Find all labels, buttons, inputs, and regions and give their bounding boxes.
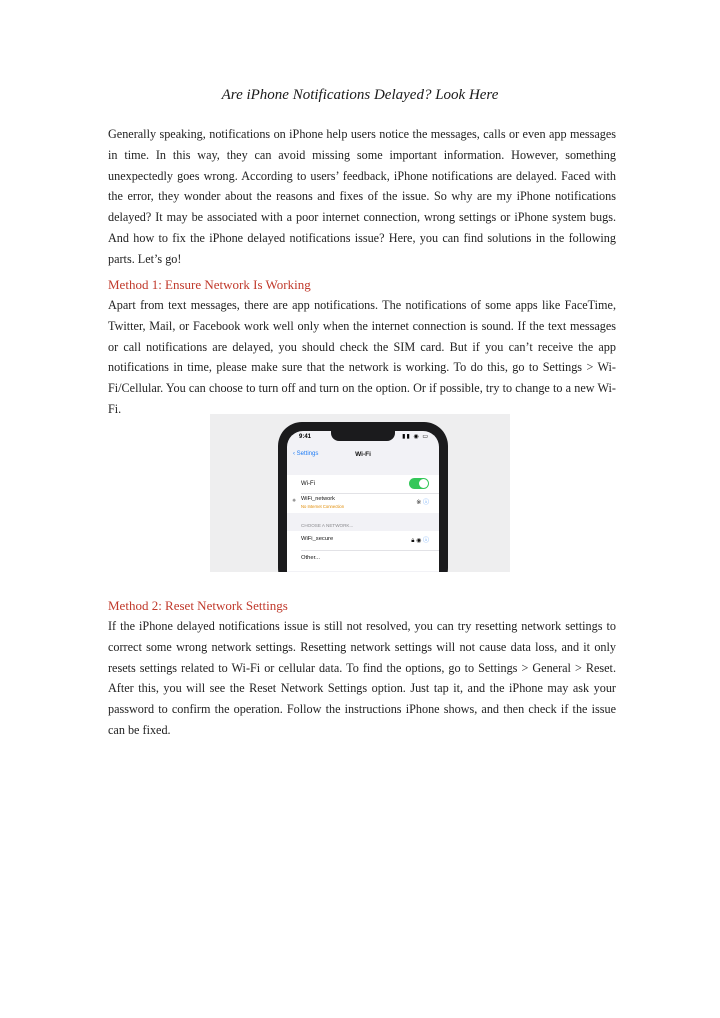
method2-paragraph: If the iPhone delayed notifications issue is still not resolved, you can try resetting network settings to correct some wrong network settings. Resetting network settings will not cause data loss, and it only resets settings related to Wi-Fi or cellular data. To find the options, go to Settings > General > Reset. After this, you will see the Reset Network Settings option. Just tap it, and the iPhone may ask your password to confirm the operation. Follow the instructions iPhone shows, and then check if the issue can be fixed. [108, 619, 616, 737]
page-title: Are iPhone Notifications Delayed? Look Here [221, 87, 499, 103]
back-button: ‹ Settings [293, 451, 319, 457]
divider [301, 550, 439, 551]
network-list [287, 531, 439, 571]
network-name: WiFi_network [301, 496, 335, 502]
lock-wifi-info-icon: 🔒︎ ◉ ⓘ [411, 538, 429, 544]
nav-title: Wi-Fi [355, 451, 371, 458]
network-info-icon: ※ ⓘ [416, 500, 429, 506]
phone-notch [331, 431, 395, 441]
choose-network-label: CHOOSE A NETWORK... [301, 523, 354, 528]
status-time: 9:41 [299, 434, 312, 440]
phone-screen [287, 431, 439, 572]
back-label: Settings [296, 451, 319, 457]
network-status: No Internet Connection [301, 504, 345, 509]
wifi-toggle [409, 478, 429, 489]
method1-paragraph: Apart from text messages, there are app notifications. The notifications of some apps like FaceTime, Twitter, Mail, or Facebook work well only when the internet connection is sound. If the text messages or call notifications are delayed, you should check the SIM card. But if you can’t receive the app notifications in time, please make sure that the network is working. To do this, go to Settings > Wi-Fi/Cellular. You can choose to turn off and turn on the option. Or if possible, try to change to a new Wi-Fi. [108, 298, 616, 416]
intro-paragraph: Generally speaking, notifications on iPhone help users notice the messages, calls or even app messages in time. In this way, they can avoid missing some important information. However, something unexpectedly goes wrong. According to users’ feedback, iPhone notifications are delayed. Faced with the error, they wonder about the reasons and fixes of the issue. So why are my iPhone notifications delayed? It may be associated with a poor internet connection, wrong settings or iPhone system bugs. And how to fix the iPhone delayed notifications issue? Here, you can find solutions in the following parts. Let’s go! [108, 127, 616, 266]
loading-spinner-icon: ✹ [292, 498, 297, 504]
method1-heading: Method 1: Ensure Network Is Working [108, 277, 311, 292]
secure-network-name: WiFi_secure [301, 536, 334, 542]
iphone-frame [278, 422, 448, 572]
wifi-settings-screenshot [210, 414, 510, 572]
status-icons: ▮▮ ◉ ▭ [402, 434, 429, 440]
wifi-group [287, 475, 439, 513]
method2-heading: Method 2: Reset Network Settings [108, 598, 288, 613]
other-network: Other... [301, 555, 321, 561]
divider [301, 493, 439, 494]
wifi-label: Wi-Fi [301, 481, 315, 487]
